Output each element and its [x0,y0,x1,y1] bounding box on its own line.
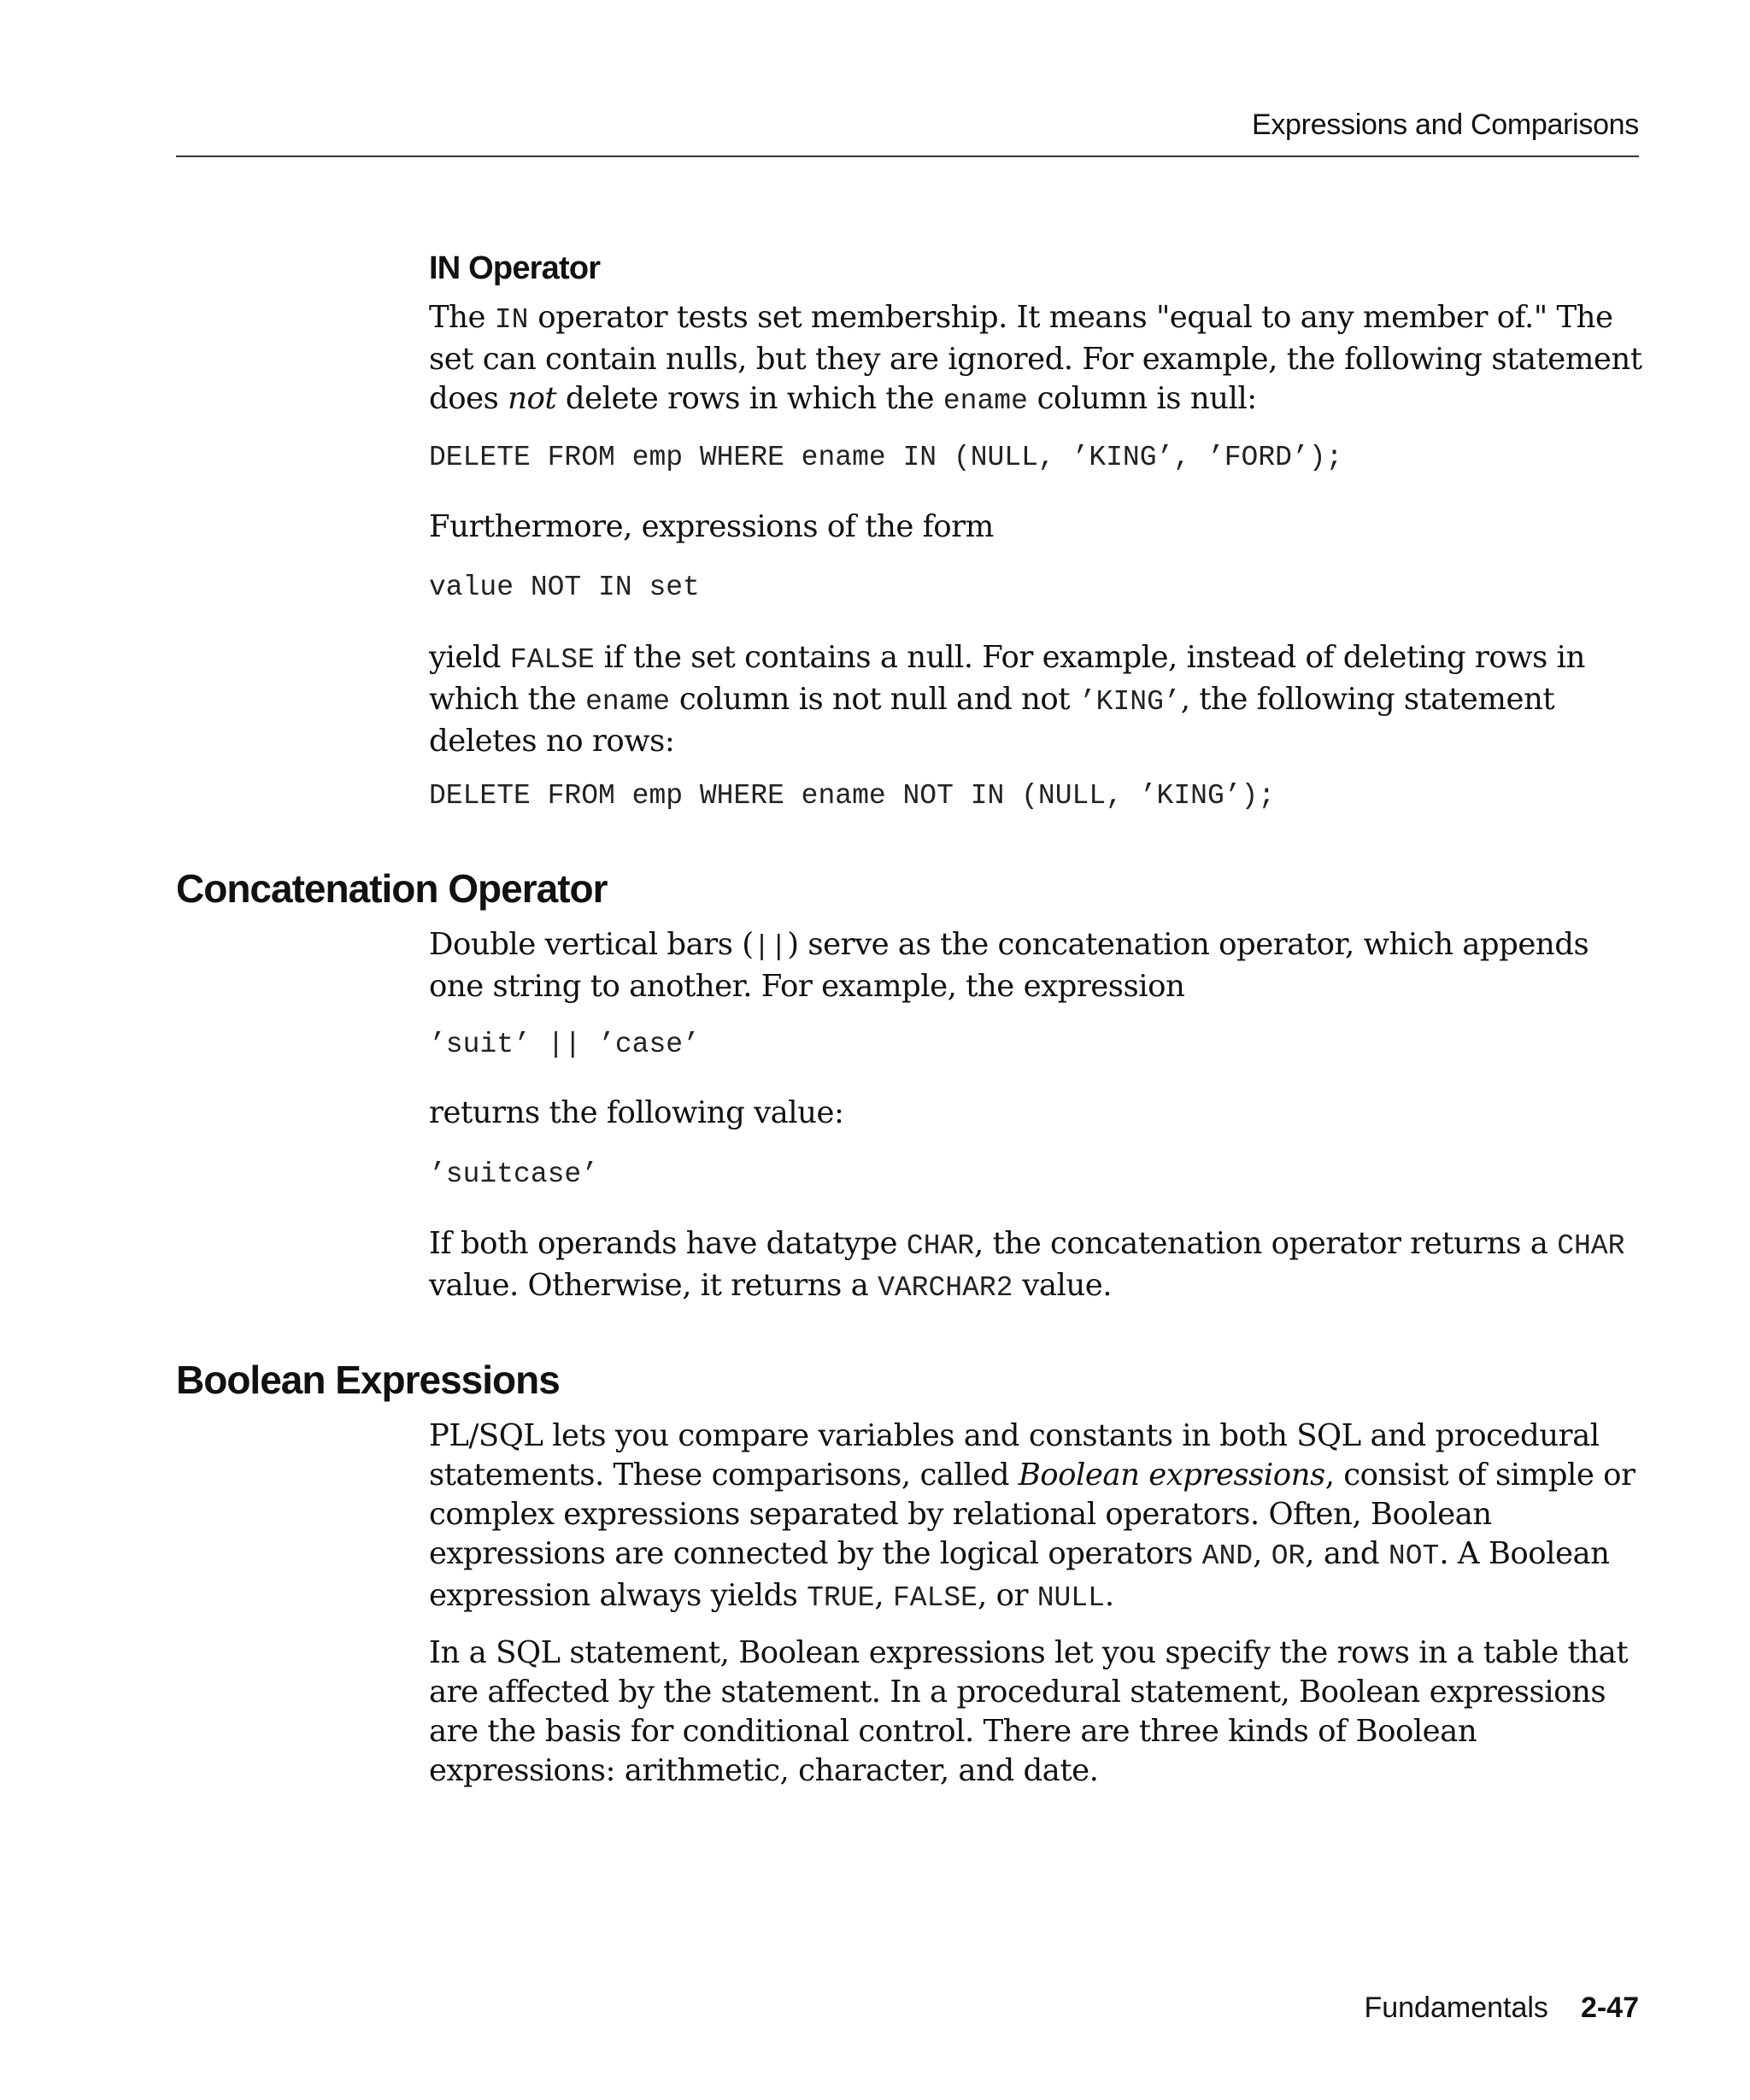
running-footer [176,1991,1639,2025]
concatenation-heading: Concatenation Operator [176,866,608,911]
code-example-delete-in: DELETE FROM emp WHERE ename IN (NULL, ’KING’, ’FORD’); [429,442,1343,473]
concatenation-paragraph: Double vertical bars (||) serve as the concatenation operator, which appends one string to another. For example, the expression [429,927,1589,1004]
datatype-paragraph: If both operands have datatype CHAR, the concatenation operator returns a CHAR value. Otherwise, it returns a VARCHAR2 value. [429,1226,1625,1304]
furthermore-paragraph: Furthermore, expressions of the form [429,509,994,544]
running-header: Expressions and Comparisons [1251,109,1639,141]
boolean-paragraph-2: In a SQL statement, Boolean expressions let you specify the rows in a table that are affected by the statement. In a procedural statement, Boolean expressions are the basis for conditional control. There are three kinds of Boolean expressions: arithmetic, character, and date. [429,1635,1629,1788]
footer-section-title: Fundamentals [1364,1991,1548,2024]
returns-value-paragraph: returns the following value: [429,1095,844,1130]
in-operator-heading: IN Operator [429,250,601,286]
code-example-suitcase: ’suitcase’ [429,1159,599,1190]
code-example-delete-not-in: DELETE FROM emp WHERE ename NOT IN (NULL, ’KING’); [429,780,1276,812]
code-example-not-in: value NOT IN set [429,572,700,603]
page-number: 2-47 [1580,1991,1639,2024]
yield-false-paragraph: yield FALSE if the set contains a null. For example, instead of deleting rows in which the ename column is not null and not ’KING’, the following statement deletes no rows: [429,640,1585,759]
header-rule [176,155,1639,157]
boolean-heading: Boolean Expressions [176,1358,560,1402]
code-example-concat: ’suit’ || ’case’ [429,1029,700,1060]
boolean-paragraph-1: PL/SQL lets you compare variables and constants in both SQL and procedural statements. These comparisons, called Boolean expressions, consist of simple or complex expressions separated by relational operators. Often, Boolean expressions are connected by the logical operators AND, OR, and NOT. A Boolean expression always yields TRUE, FALSE, or NULL. [429,1418,1635,1614]
in-operator-paragraph: The IN operator tests set membership. It means "equal to any member of." The set can contain nulls, but they are ignored. For example, the following statement does not delete rows in which the ename column is null: [429,300,1642,417]
